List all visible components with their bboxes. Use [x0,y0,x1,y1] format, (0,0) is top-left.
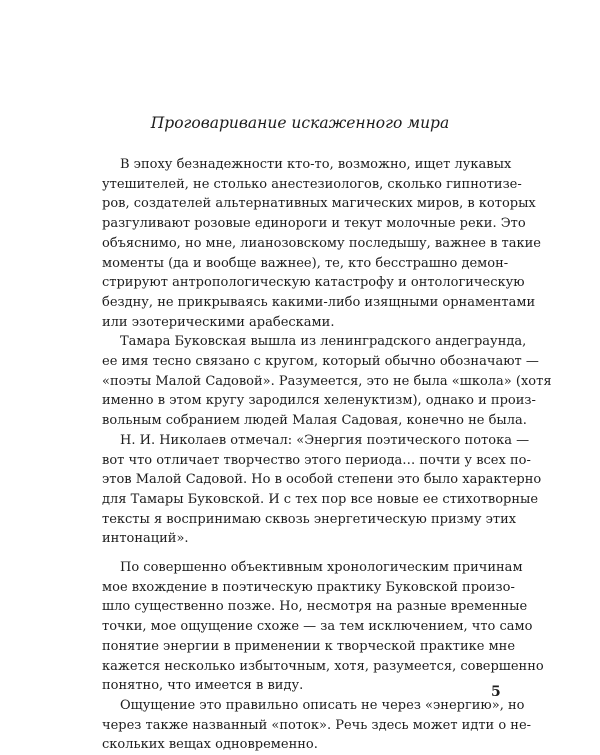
text-line: этов Малой Садовой. Но в особой степени это было характерно [102,472,542,488]
text-line: через также названный «поток». Речь здесь может идти о не- [102,717,532,733]
text-line: точки, мое ощущение схоже — за тем исключением, что само [102,619,533,635]
text-line: или эзотерическими арабесками. [102,314,335,330]
text-line: понятие энергии в применении к творческой практике мне [102,638,516,654]
text-line: для Тамары Буковской. И с тех пор все новые ее стихотворные [102,491,539,507]
text-line: стрируют антропологическую катастрофу и онтологическую [102,275,525,291]
text-line: «поэты Малой Садовой». Разумеется, это не была «школа» (хотя [102,373,552,389]
text-line: кажется несколько избыточным, хотя, разумеется, совершенно [102,658,544,674]
text-line: бездну, не прикрываясь какими-либо изящными орнаментами [102,294,536,310]
text-line: скольких вещах одновременно. [102,737,318,753]
paragraph [102,431,542,549]
text-line: Н. И. Николаев отмечал: «Энергия поэтического потока — [120,432,530,448]
text-line: мое вхождение в поэтическую практику Буковской произо- [102,579,515,595]
text-line: разгуливают розовые единороги и текут молочные реки. Это [102,216,526,232]
text-line: вот что отличает творчество этого периода… почти у всех по- [102,452,531,468]
text-line: понятно, что имеется в виду. [102,678,304,694]
text-line: утешителей, не столько анестезиологов, сколько гипнотизе- [102,176,522,192]
text-line: Ощущение это правильно описать не через «энергию», но [120,697,525,713]
body-text [102,155,552,755]
text-line: Тамара Буковская вышла из ленинградского андеграунда, [120,334,527,350]
text-line: моменты (да и вообще важнее), те, кто бесстрашно демон- [102,255,509,271]
paragraph [102,332,552,431]
paragraph [102,558,544,696]
paragraph [102,696,532,755]
paragraph-gap [102,549,482,558]
paragraph [102,155,541,332]
text-line: ров, создателей альтернативных магических миров, в которых [102,196,536,212]
text-line: вольным собранием людей Малая Садовая, конечно не была. [102,413,527,429]
text-line: ее имя тесно связано с кругом, который обычно обозначают — [102,354,539,370]
page-number: 5 [491,684,501,700]
text-line: В эпоху безнадежности кто-то, возможно, ищет лукавых [120,157,512,172]
text-line: По совершенно объективным хронологическим причинам [120,560,523,576]
text-line: тексты я воспринимаю сквозь энергетическую призму этих [102,511,517,527]
text-line: именно в этом кругу зародился хеленуктизм), однако и произ- [102,393,536,409]
text-line: интонаций». [102,531,189,547]
text-line: объяснимо, но мне, лианозовскому последышу, важнее в такие [102,235,541,251]
chapter-title: Проговаривание искаженного мира [150,114,450,132]
text-line: шло существенно позже. Но, несмотря на разные временные [102,599,528,615]
